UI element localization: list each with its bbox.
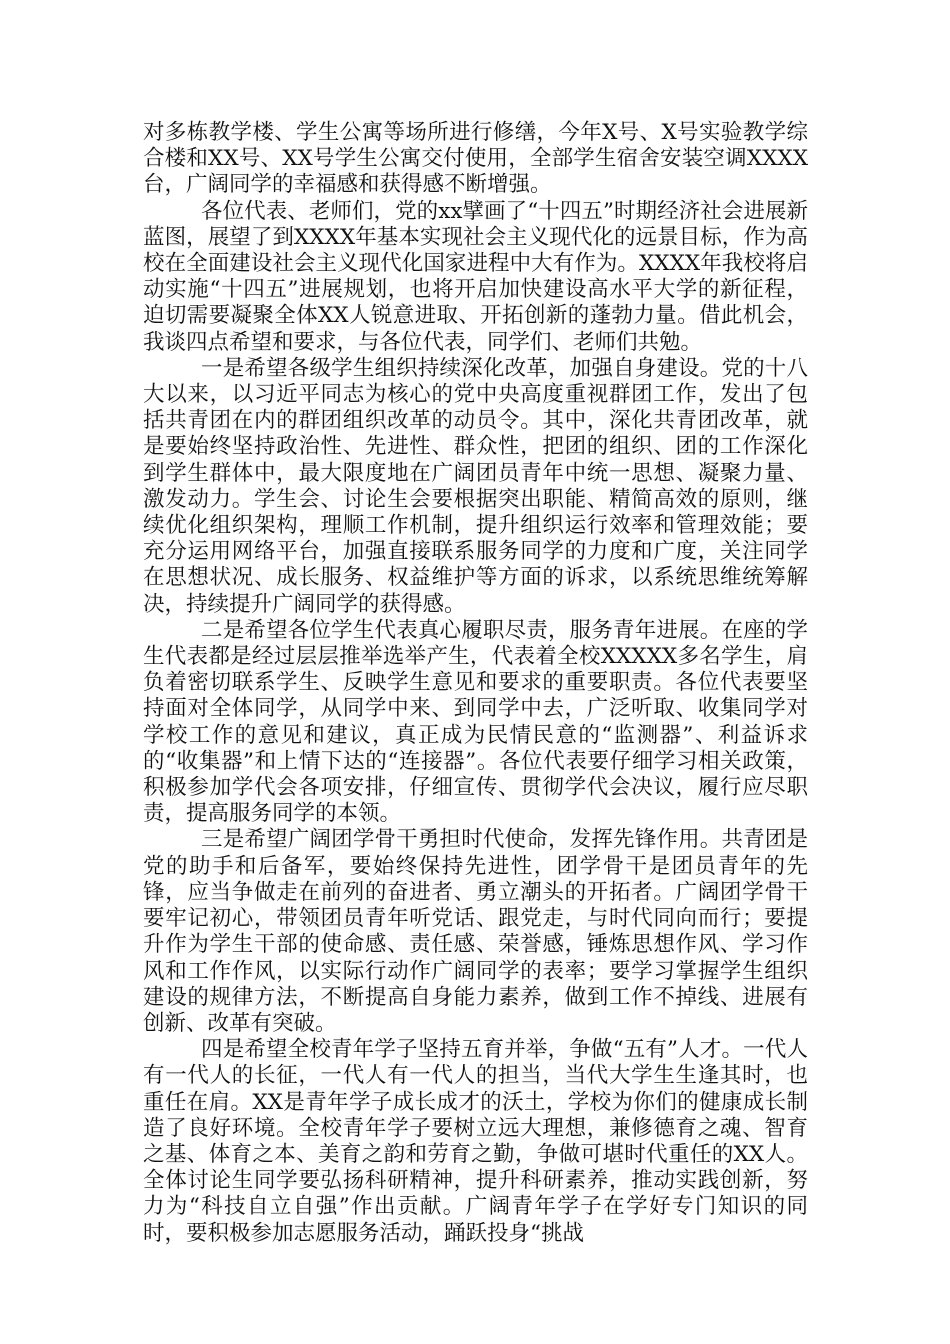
document-body xyxy=(143,120,808,1247)
paragraph-hope-three: 三是希望广阔团学骨干勇担时代使命，发挥先锋作用。共青团是党的助手和后备军，要始终保持先进性，团学骨干是团员青年的先锋，应当争做走在前列的奋进者、勇立潮头的开拓者。广阔团学骨干要牢记初心，带领团员青年听党话、跟党走，与时代同向而行；要提升作为学生干部的使命感、责任感、荣誉感，锤炼思想作风、学习作风和工作作风，以实际行动作广阔同学的表率；要学习掌握学生组织建设的规律方法，不断提高自身能力素养，做到工作不掉线、进展有创新、改革有突破。 xyxy=(143,827,808,1036)
paragraph-overview: 各位代表、老师们，党的xx擘画了“十四五”时期经济社会进展新蓝图，展望了到XXXX年基本实现社会主义现代化的远景目标，作为高校在全面建设社会主义现代化国家进程中大有作为。XXXX年我校将启动实施“十四五”进展规划，也将开启加快建设高水平大学的新征程，迫切需要凝聚全体XX人锐意进取、开拓创新的蓬勃力量。借此机会，我谈四点希望和要求，与各位代表，同学们、老师们共勉。 xyxy=(143,198,808,355)
paragraph-hope-two: 二是希望各位学生代表真心履职尽责，服务青年进展。在座的学生代表都是经过层层推举选举产生，代表着全校XXXXX多名学生，肩负着密切联系学生、反映学生意见和要求的重要职责。各位代表要坚持面对全体同学，从同学中来、到同学中去，广泛听取、收集同学对学校工作的意见和建议，真正成为民情民意的“监测器”、利益诉求的“收集器”和上情下达的“连接器”。各位代表要仔细学习相关政策，积极参加学代会各项安排，仔细宣传、贯彻学代会决议，履行应尽职责，提高服务同学的本领。 xyxy=(143,617,808,827)
paragraph-hope-one: 一是希望各级学生组织持续深化改革，加强自身建设。党的十八大以来，以习近平同志为核心的党中央高度重视群团工作，发出了包括共青团在内的群团组织改革的动员令。其中，深化共青团改革，就是要始终坚持政治性、先进性、群众性，把团的组织、团的工作深化到学生群体中，最大限度地在广阔团员青年中统一思想、凝聚力量、激发动力。学生会、讨论生会要根据突出职能、精简高效的原则，继续优化组织架构，理顺工作机制，提升组织运行效率和管理效能；要充分运用网络平台，加强直接联系服务同学的力度和广度，关注同学在思想状况、成长服务、权益维护等方面的诉求，以系统思维统筹解决，持续提升广阔同学的获得感。 xyxy=(143,355,808,617)
paragraph-continuation: 对多栋教学楼、学生公寓等场所进行修缮，今年X号、X号实验教学综合楼和XX号、XX号学生公寓交付使用，全部学生宿舍安装空调XXXX台，广阔同学的幸福感和获得感不断增强。 xyxy=(143,120,808,198)
paragraph-hope-four: 四是希望全校青年学子坚持五育并举，争做“五有”人才。一代人有一代人的长征，一代人有一代人的担当，当代大学生生逢其时，也重任在肩。XX是青年学子成长成才的沃土，学校为你们的健康成长制造了良好环境。全校青年学子要树立远大理想，兼修德育之魂、智育之基、体育之本、美育之韵和劳育之勤，争做可堪时代重任的XX人。全体讨论生同学要弘扬科研精神，提升科研素养，推动实践创新，努力为“科技自立自强”作出贡献。广阔青年学子在学好专门知识的同时，要积极参加志愿服务活动，踊跃投身“挑战 xyxy=(143,1037,808,1246)
